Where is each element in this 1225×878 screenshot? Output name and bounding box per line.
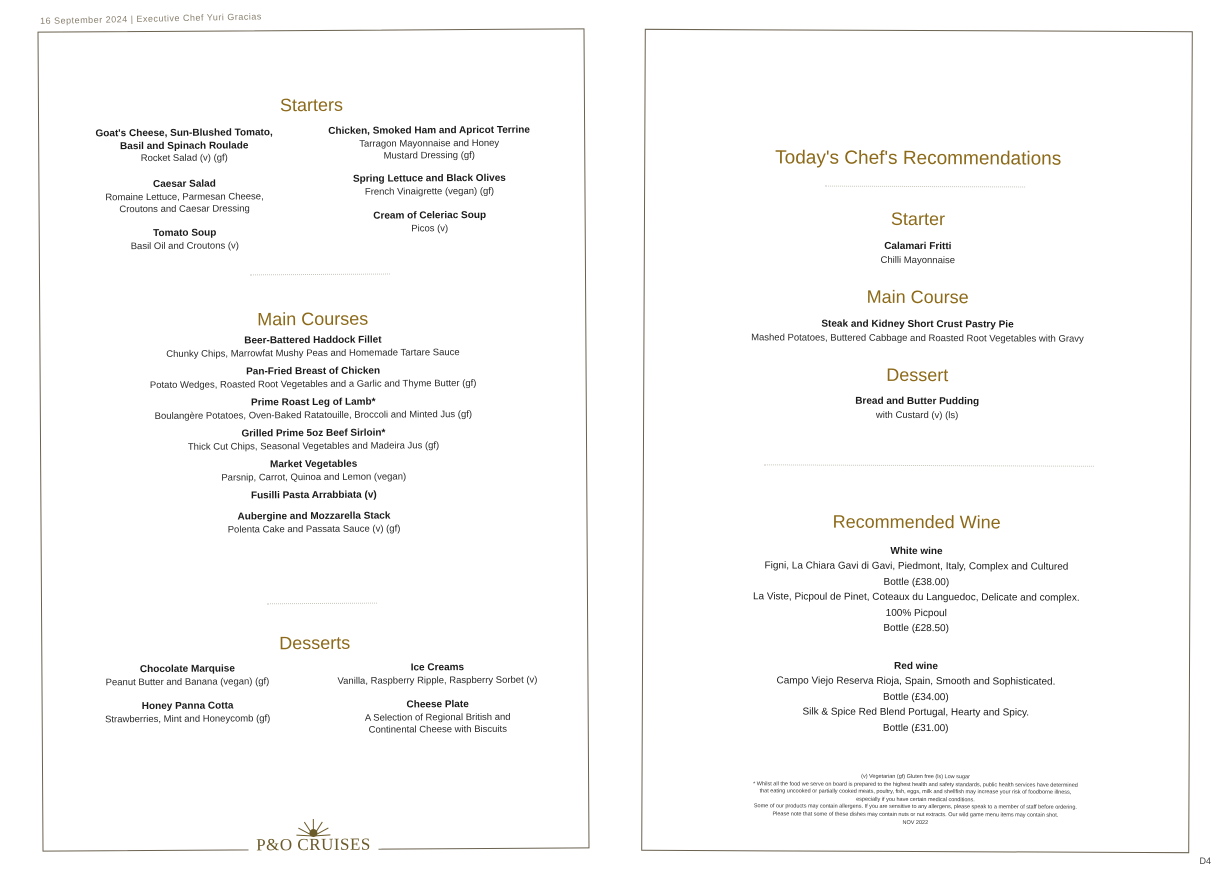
starter-item: [324, 125, 534, 164]
dish-desc: French Vinaigrette (vegan) (gf): [364, 185, 495, 198]
dish-desc: Polenta Cake and Passata Sauce (v) (gf): [227, 523, 401, 536]
dish-desc: A Selection of Regional British and Continental Cheese with Biscuits: [364, 711, 511, 736]
white-wine-heading: White wine: [890, 545, 943, 558]
rec-starter: [645, 239, 1191, 269]
dessert-item: [327, 662, 547, 688]
main-item: [41, 487, 586, 503]
dish-name: Prime Roast Leg of Lamb*: [251, 396, 376, 409]
dish-desc: Vanilla, Raspberry Ripple, Raspberry Sorbet (v): [337, 674, 538, 687]
recommendations-title: Today's Chef's Recommendations: [775, 147, 1062, 170]
wine-line: La Viste, Picpoul de Pinet, Coteaux du Languedoc, Delicate and complex.: [752, 591, 1080, 604]
dish-name: Honey Panna Cotta: [141, 700, 234, 713]
dish-desc: Mashed Potatoes, Buttered Cabbage and Roasted Root Vegetables with Gravy: [751, 332, 1084, 345]
dish-name: Cheese Plate: [406, 699, 469, 711]
main-item: [41, 394, 586, 423]
fine-print-line: especially if you have certain medical conditions.: [856, 796, 975, 804]
dish-name: Caesar Salad: [152, 178, 216, 190]
starters-title: Starters: [279, 94, 344, 116]
dessert-item: [88, 700, 288, 726]
wine-line: Silk & Spice Red Blend Portugal, Hearty and Spicy.: [802, 706, 1030, 719]
po-cruises-logo: [248, 817, 378, 856]
logo-text: P&O CRUISES: [256, 834, 371, 855]
fine-print-line: Please note that some of these dishes may contain nuts or nut extracts. Our wild game menu items may contain shot.: [772, 811, 1059, 819]
red-wine-list: [643, 658, 1189, 737]
starter-item: [89, 178, 279, 217]
dish-name: Market Vegetables: [269, 458, 358, 471]
fine-print: [702, 773, 1128, 828]
dish-desc: Strawberries, Mint and Honeycomb (gf): [105, 712, 271, 725]
mains-title: Main Courses: [257, 308, 369, 330]
divider: [825, 186, 1025, 188]
right-menu-page: [641, 29, 1193, 853]
red-wine-heading: Red wine: [894, 660, 938, 673]
wine-price: Bottle (£34.00): [883, 691, 949, 703]
main-item: [41, 456, 586, 485]
rec-dessert: [644, 394, 1190, 424]
left-menu-page: [38, 28, 590, 855]
starter-item: [324, 173, 534, 199]
main-item: [41, 363, 586, 392]
dish-desc: Chunky Chips, Marrowfat Mushy Peas and Homemade Tartare Sauce: [166, 347, 460, 360]
fine-print-line: * Whilst all the food we serve on board is prepared to the highest health and safety standards, public health services have determined: [753, 780, 1078, 789]
desserts-title: Desserts: [279, 632, 351, 654]
dish-desc: Basil Oil and Croutons (v): [130, 239, 239, 252]
main-item: [40, 332, 585, 361]
starter-item: [89, 127, 279, 166]
dish-name: Fusilli Pasta Arrabbiata (v): [250, 489, 377, 502]
starter-title: Starter: [890, 208, 946, 230]
dish-name: Spring Lettuce and Black Olives: [352, 172, 506, 185]
wine-line: Campo Viejo Reserva Rioja, Spain, Smooth and Sophisticated.: [776, 675, 1056, 688]
menu-header: 16 September 2024 | Executive Chef Yuri Gracias: [40, 11, 262, 26]
fine-print-line: Some of our products may contain allergens. If you are sensitive to any allergens, please speak to a member of staff before ordering.: [753, 803, 1077, 812]
divider: [250, 274, 390, 276]
dish-name: Bread and Butter Pudding: [855, 395, 980, 408]
mains-list: [40, 332, 586, 542]
divider: [267, 603, 377, 605]
page-number: D4: [1199, 856, 1211, 866]
starter-item: [325, 210, 535, 236]
dish-desc: Thick Cut Chips, Seasonal Vegetables and Madeira Jus (gf): [187, 440, 440, 453]
dish-name: Steak and Kidney Short Crust Pastry Pie: [821, 318, 1014, 331]
dish-name: Ice Creams: [410, 662, 465, 674]
dietary-key: (v) Vegetarian (gf) Gluten free (ls) Low sugar: [861, 773, 970, 781]
fine-print-date: NOV 2022: [902, 819, 929, 826]
wine-price: Bottle (£28.50): [883, 622, 950, 635]
wine-title: Recommended Wine: [832, 511, 1001, 533]
dish-desc: Tarragon Mayonnaise and Honey Mustard Dressing (gf): [359, 137, 500, 162]
dish-desc: Boulangère Potatoes, Oven-Baked Ratatouille, Broccoli and Minted Jus (gf): [154, 409, 473, 422]
dish-name: Calamari Fritti: [884, 240, 952, 253]
dessert-title: Dessert: [886, 364, 949, 386]
main-course-title: Main Course: [866, 286, 969, 308]
dish-name: Beer-Battered Haddock Fillet: [244, 334, 382, 347]
dish-name: Pan-Fried Breast of Chicken: [246, 365, 381, 378]
main-item: [41, 508, 586, 537]
dish-desc: Peanut Butter and Banana (vegan) (gf): [105, 675, 270, 688]
dish-desc: Potato Wedges, Roasted Root Vegetables and a Garlic and Thyme Butter (gf): [149, 378, 477, 391]
dish-desc: Picos (v): [411, 222, 449, 234]
dish-name: Aubergine and Mozzarella Stack: [237, 510, 391, 523]
dish-desc: Chilli Mayonnaise: [880, 254, 956, 267]
dish-desc: Parsnip, Carrot, Quinoa and Lemon (vegan): [221, 471, 407, 484]
dish-name: Goat's Cheese, Sun-Blushed Tomato, Basil and Spinach Roulade: [95, 127, 273, 152]
wine-line: 100% Picpoul: [885, 607, 947, 619]
dish-name: Tomato Soup: [153, 227, 217, 239]
divider: [764, 464, 1094, 466]
dish-name: Grilled Prime 5oz Beef Sirloin*: [241, 427, 386, 440]
white-wine-list: [643, 543, 1189, 638]
starter-item: [90, 227, 280, 253]
dish-desc: Rocket Salad (v) (gf): [140, 152, 228, 165]
dessert-item: [87, 663, 287, 689]
wine-price: Bottle (£38.00): [883, 576, 950, 588]
dish-name: Chicken, Smoked Ham and Apricot Terrine: [328, 124, 531, 137]
wine-price: Bottle (£31.00): [882, 722, 949, 734]
rec-main: [644, 317, 1190, 347]
wine-line: Figni, La Chiara Gavi di Gavi, Piedmont, Italy, Complex and Cultured: [764, 560, 1069, 573]
dish-desc: with Custard (v) (ls): [875, 409, 959, 422]
dish-desc: Romaine Lettuce, Parmesan Cheese, Croutons and Caesar Dressing: [105, 190, 264, 216]
dish-name: Cream of Celeriac Soup: [373, 209, 487, 222]
fine-print-line: that eating uncooked or partially cooked meats, poultry, fish, eggs, milk and shellfish may increase your risk of foodborne illness,: [759, 788, 1072, 796]
main-item: [41, 425, 586, 454]
dessert-item: [348, 699, 528, 738]
dish-name: Chocolate Marquise: [139, 663, 235, 676]
